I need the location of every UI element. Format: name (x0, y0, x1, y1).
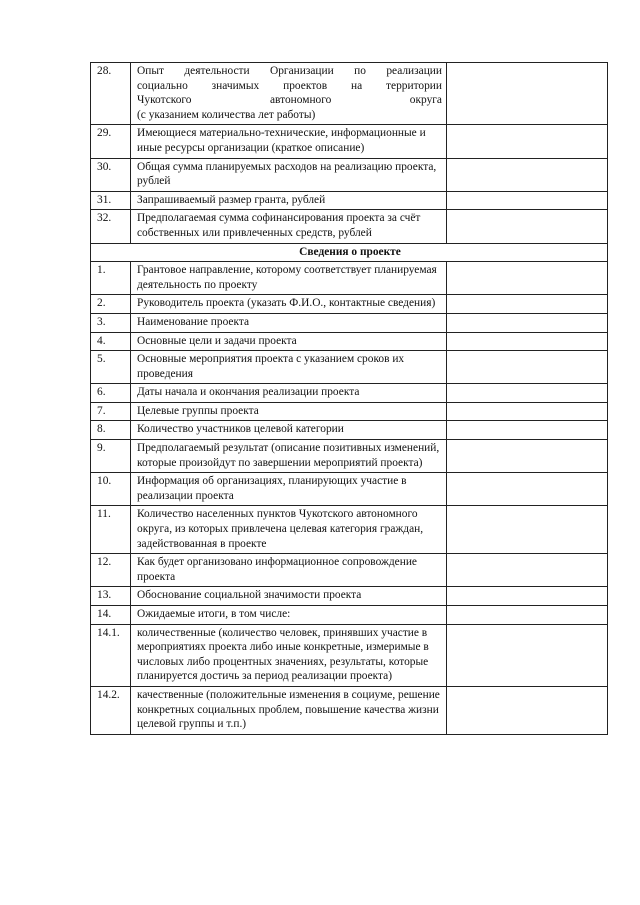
table-row (91, 587, 608, 606)
row-number: 32. (91, 210, 131, 243)
row-number: 14. (91, 606, 131, 625)
value-cell[interactable] (447, 421, 608, 440)
row-description: качественные (положительные изменения в социуме, решение конкретных социальных проблем, повышение качества жизни целевой группы и т.п.) (131, 686, 447, 734)
row-description: количественные (количество человек, принявших участие в мероприятиях проекта либо иные конкретные, измеримые в числовых либо процентных значениях, результаты, которые планируется достичь за период реализации проекта) (131, 624, 447, 686)
table-row (91, 158, 608, 191)
row-description: Общая сумма планируемых расходов на реализацию проекта, рублей (131, 158, 447, 191)
row-number: 8. (91, 421, 131, 440)
row-number: 10. (91, 473, 131, 506)
row-description: Запрашиваемый размер гранта, рублей (131, 191, 447, 210)
row-description: Имеющиеся материально-технические, информационные и иные ресурсы организации (краткое описание) (131, 125, 447, 158)
row-number: 31. (91, 191, 131, 210)
row-description: Даты начала и окончания реализации проекта (131, 384, 447, 403)
row-number: 11. (91, 506, 131, 554)
value-cell[interactable] (447, 63, 608, 125)
row-description-line: Опыт деятельности Организации по реализации (137, 65, 442, 77)
row-description-line: социально значимых проектов на территории (137, 79, 442, 92)
row-description: Основные цели и задачи проекта (131, 332, 447, 351)
row-description: Количество населенных пунктов Чукотского автономного округа, из которых привлечена целевая категория граждан, задействованная в проекте (131, 506, 447, 554)
value-cell[interactable] (447, 295, 608, 314)
row-number: 1. (91, 262, 131, 295)
value-cell[interactable] (447, 402, 608, 421)
table-body (91, 63, 608, 735)
row-description: Основные мероприятия проекта с указанием сроков их проведения (131, 351, 447, 384)
value-cell[interactable] (447, 686, 608, 734)
section-header-row (91, 243, 608, 262)
row-description-line: Чукотского автономного округа (137, 94, 442, 107)
table-row (91, 332, 608, 351)
row-number: 9. (91, 440, 131, 473)
row-description: Информация об организациях, планирующих участие в реализации проекта (131, 473, 447, 506)
row-number: 14.1. (91, 624, 131, 686)
value-cell[interactable] (447, 262, 608, 295)
row-number: 13. (91, 587, 131, 606)
row-number: 28. (91, 63, 131, 125)
value-cell[interactable] (447, 506, 608, 554)
value-cell[interactable] (447, 606, 608, 625)
table-row (91, 506, 608, 554)
application-form-table (90, 62, 608, 735)
row-number: 5. (91, 351, 131, 384)
value-cell[interactable] (447, 125, 608, 158)
row-description: Как будет организовано информационное сопровождение проекта (131, 554, 447, 587)
table-row (91, 686, 608, 734)
table-row (91, 63, 608, 125)
row-number: 6. (91, 384, 131, 403)
row-number: 7. (91, 402, 131, 421)
row-description (131, 63, 447, 125)
row-number: 29. (91, 125, 131, 158)
table-row (91, 295, 608, 314)
value-cell[interactable] (447, 384, 608, 403)
row-description: Целевые группы проекта (131, 402, 447, 421)
row-number: 4. (91, 332, 131, 351)
table-row (91, 402, 608, 421)
value-cell[interactable] (447, 624, 608, 686)
table-row (91, 624, 608, 686)
table-row (91, 440, 608, 473)
value-cell[interactable] (447, 158, 608, 191)
row-description: Предполагаемый результат (описание позитивных изменений, которые произойдут по завершении мероприятий проекта) (131, 440, 447, 473)
row-description: Количество участников целевой категории (131, 421, 447, 440)
table-row (91, 473, 608, 506)
row-description: Грантовое направление, которому соответствует планируемая деятельность по проекту (131, 262, 447, 295)
table-row (91, 125, 608, 158)
table-row (91, 210, 608, 243)
row-number: 14.2. (91, 686, 131, 734)
table-row (91, 606, 608, 625)
value-cell[interactable] (447, 191, 608, 210)
table-row (91, 313, 608, 332)
row-description-line: (с указанием количества лет работы) (137, 108, 316, 121)
value-cell[interactable] (447, 587, 608, 606)
table-row (91, 262, 608, 295)
value-cell[interactable] (447, 440, 608, 473)
table-row (91, 351, 608, 384)
table-row (91, 191, 608, 210)
row-description: Ожидаемые итоги, в том числе: (131, 606, 447, 625)
table-row (91, 384, 608, 403)
value-cell[interactable] (447, 210, 608, 243)
value-cell[interactable] (447, 554, 608, 587)
value-cell[interactable] (447, 473, 608, 506)
table-row (91, 421, 608, 440)
row-number: 3. (91, 313, 131, 332)
value-cell[interactable] (447, 351, 608, 384)
value-cell[interactable] (447, 313, 608, 332)
section-title: Сведения о проекте (91, 243, 608, 262)
value-cell[interactable] (447, 332, 608, 351)
row-description: Предполагаемая сумма софинансирования проекта за счёт собственных или привлеченных средств, рублей (131, 210, 447, 243)
table-row (91, 554, 608, 587)
row-number: 12. (91, 554, 131, 587)
document-page (90, 62, 607, 735)
row-description: Наименование проекта (131, 313, 447, 332)
row-number: 2. (91, 295, 131, 314)
row-description: Обоснование социальной значимости проекта (131, 587, 447, 606)
row-description: Руководитель проекта (указать Ф.И.О., контактные сведения) (131, 295, 447, 314)
row-number: 30. (91, 158, 131, 191)
